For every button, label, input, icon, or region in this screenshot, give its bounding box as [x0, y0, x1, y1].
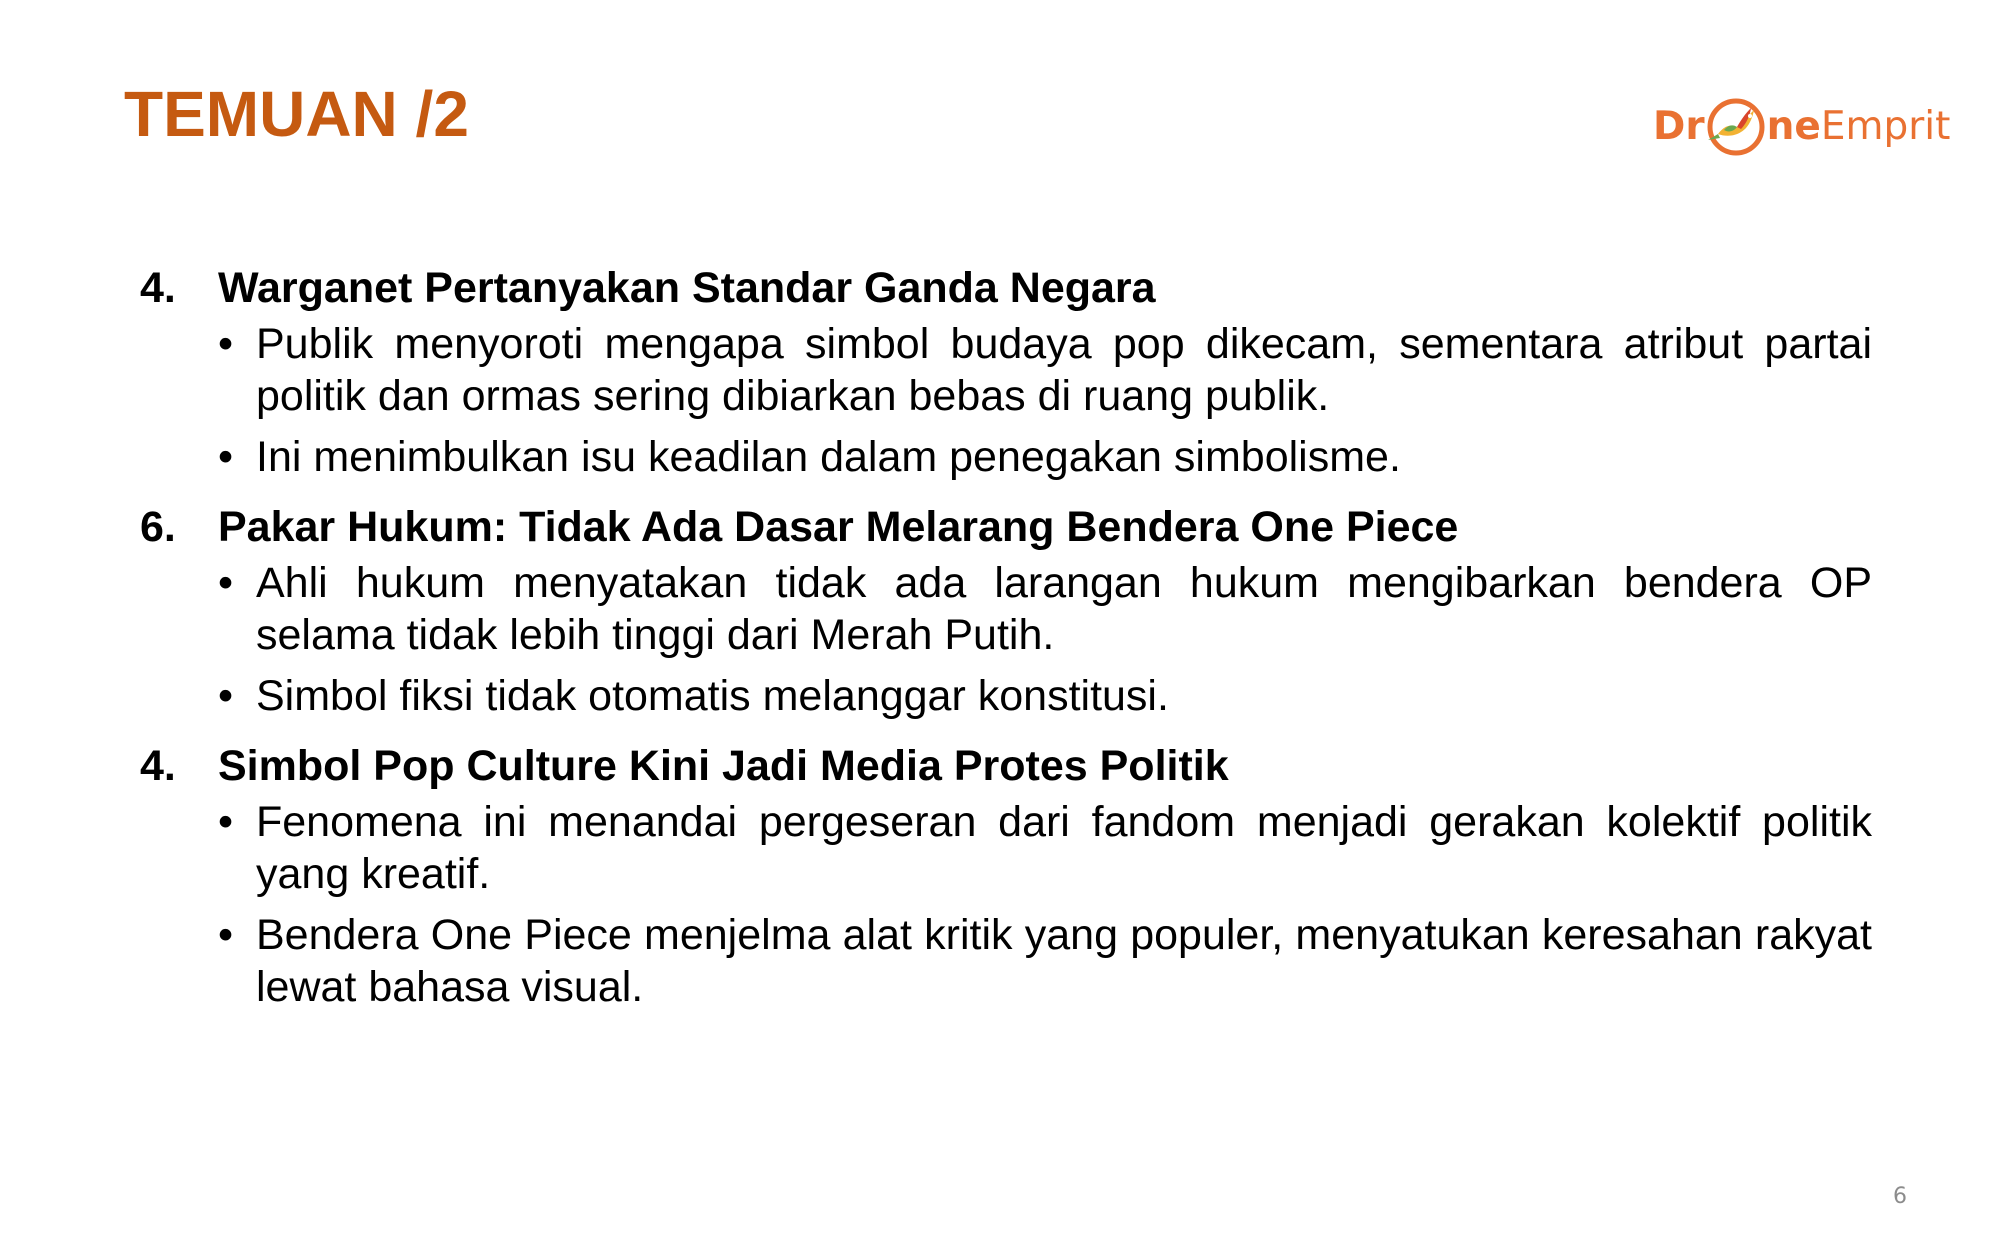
finding-item [140, 258, 1872, 483]
finding-bullets [140, 557, 1872, 722]
bullet-item [140, 318, 1872, 422]
bullet-dot-icon: • [218, 320, 234, 368]
finding-heading [140, 736, 1872, 796]
finding-bullets [140, 318, 1872, 483]
droneemprit-logo [1653, 88, 1950, 164]
page-number: 6 [1893, 1184, 1907, 1209]
findings-list [140, 258, 1872, 1027]
finding-heading-text: Simbol Pop Culture Kini Jadi Media Protes Politik [218, 742, 1229, 790]
bullet-text: Bendera One Piece menjelma alat kritik yang populer, menyatukan keresahan rakyat lewat bahasa visual. [256, 911, 1872, 1011]
bullet-dot-icon: • [218, 911, 234, 959]
finding-heading [140, 258, 1872, 318]
finding-item [140, 736, 1872, 1013]
slide-title: TEMUAN /2 [124, 78, 469, 150]
finding-heading-text: Warganet Pertanyakan Standar Ganda Negara [218, 264, 1156, 312]
bullet-text: Ini menimbulkan isu keadilan dalam penegakan simbolisme. [256, 433, 1401, 481]
finding-heading [140, 497, 1872, 557]
finding-heading-text: Pakar Hukum: Tidak Ada Dasar Melarang Bendera One Piece [218, 503, 1459, 551]
bullet-dot-icon: • [218, 559, 234, 607]
logo-text-dr: Dr [1653, 103, 1705, 149]
bullet-item [140, 796, 1872, 900]
bullet-dot-icon: • [218, 433, 234, 481]
bullet-item [140, 557, 1872, 661]
bullet-dot-icon: • [218, 672, 234, 720]
finding-bullets [140, 796, 1872, 1013]
bullet-item [140, 431, 1872, 483]
bullet-item [140, 670, 1872, 722]
bullet-text: Publik menyoroti mengapa simbol budaya pop dikecam, sementara atribut partai politik dan ormas sering dibiarkan bebas di ruang publik. [256, 320, 1872, 420]
finding-number: 6. [140, 503, 176, 551]
bullet-text: Fenomena ini menandai pergeseran dari fandom menjadi gerakan kolektif politik yang kreatif. [256, 798, 1872, 898]
logo-text-emprit: Emprit [1820, 103, 1951, 149]
bullet-dot-icon: • [218, 798, 234, 846]
finding-number: 4. [140, 264, 176, 312]
bullet-text: Ahli hukum menyatakan tidak ada larangan hukum mengibarkan bendera OP selama tidak lebih tinggi dari Merah Putih. [256, 559, 1872, 659]
bullet-text: Simbol fiksi tidak otomatis melanggar konstitusi. [256, 672, 1169, 720]
bird-in-circle-icon [1704, 94, 1768, 158]
bullet-item [140, 909, 1872, 1013]
finding-number: 4. [140, 742, 176, 790]
logo-text-ne: ne [1766, 103, 1821, 149]
finding-item [140, 497, 1872, 722]
